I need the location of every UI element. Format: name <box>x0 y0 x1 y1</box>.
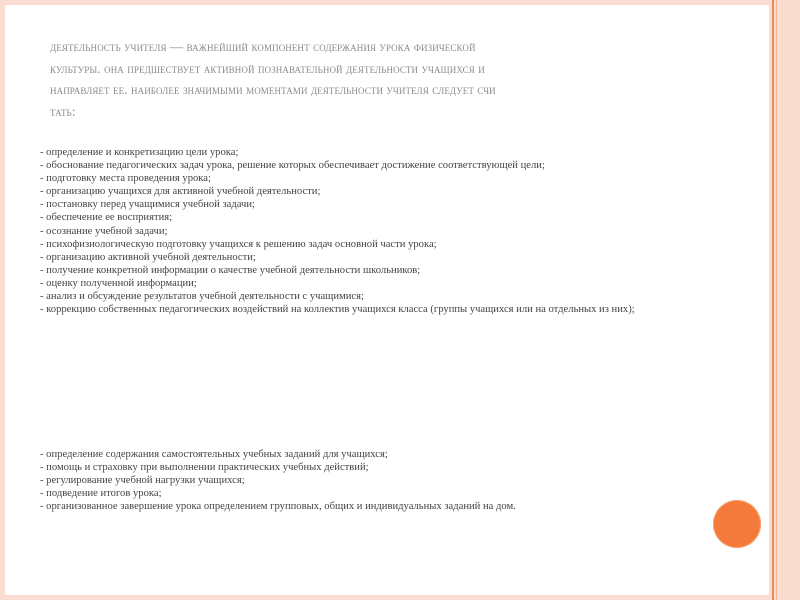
slide-border-top <box>0 0 800 5</box>
list-item: - определение и конкретизацию цели урока; <box>40 147 239 158</box>
teacher-activity-list-continued <box>40 448 662 513</box>
list-item: - оценку полученной информации; <box>40 277 197 289</box>
list-item: - психофизиологическую подготовку учащихся к решению задач основной части урока; <box>40 238 437 250</box>
list-item: - организацию учащихся для активной учебной деятельности; <box>40 186 321 198</box>
list-item: - подготовку места проведения урока; <box>40 173 211 185</box>
right-decorative-line-thin <box>776 0 777 600</box>
list-item: - определение содержания самостоятельных учебных заданий для учащихся; <box>40 449 388 460</box>
slide-border-left <box>0 0 5 600</box>
orange-circle-decoration <box>713 500 761 548</box>
list-item: - организованное завершение урока определением групповых, общих и индивидуальных заданий на дом. <box>40 501 516 513</box>
list-item: - помощь и страховку при выполнении практических учебных действий; <box>40 462 369 474</box>
list-item: - обоснование педагогических задач урока, решение которых обеспечивает достижение соответствующей цели; <box>40 160 545 172</box>
list-item: - анализ и обсуждение результатов учебной деятельности с учащимися; <box>40 291 364 303</box>
right-decorative-line <box>772 0 774 600</box>
slide-border-bottom <box>0 595 800 600</box>
slide-title: деятельность учителя — важнейший компонент содержания урока физической культуры. она предшествует активной познавательной деятельности учащихся и направляет ее. наиболее значимыми моментами деятельности учителя следует счи тать: <box>50 39 496 119</box>
list-item: - постановку перед учащимися учебной задачи; <box>40 199 255 211</box>
list-item: - регулирование учебной нагрузки учащихся; <box>40 475 245 487</box>
list-item: - получение конкретной информации о качестве учебной деятельности школьников; <box>40 264 421 276</box>
list-item: - организацию активной учебной деятельности; <box>40 251 256 263</box>
list-item: - осознание учебной задачи; <box>40 225 168 237</box>
list-item: - коррекцию собственных педагогических воздействий на коллектив учащихся класса (группы учащихся или на отдельных из них); <box>40 304 635 316</box>
list-item: - подведение итогов урока; <box>40 488 162 500</box>
teacher-activity-list <box>40 146 662 316</box>
list-item: - обеспечение ее восприятия; <box>40 212 173 224</box>
